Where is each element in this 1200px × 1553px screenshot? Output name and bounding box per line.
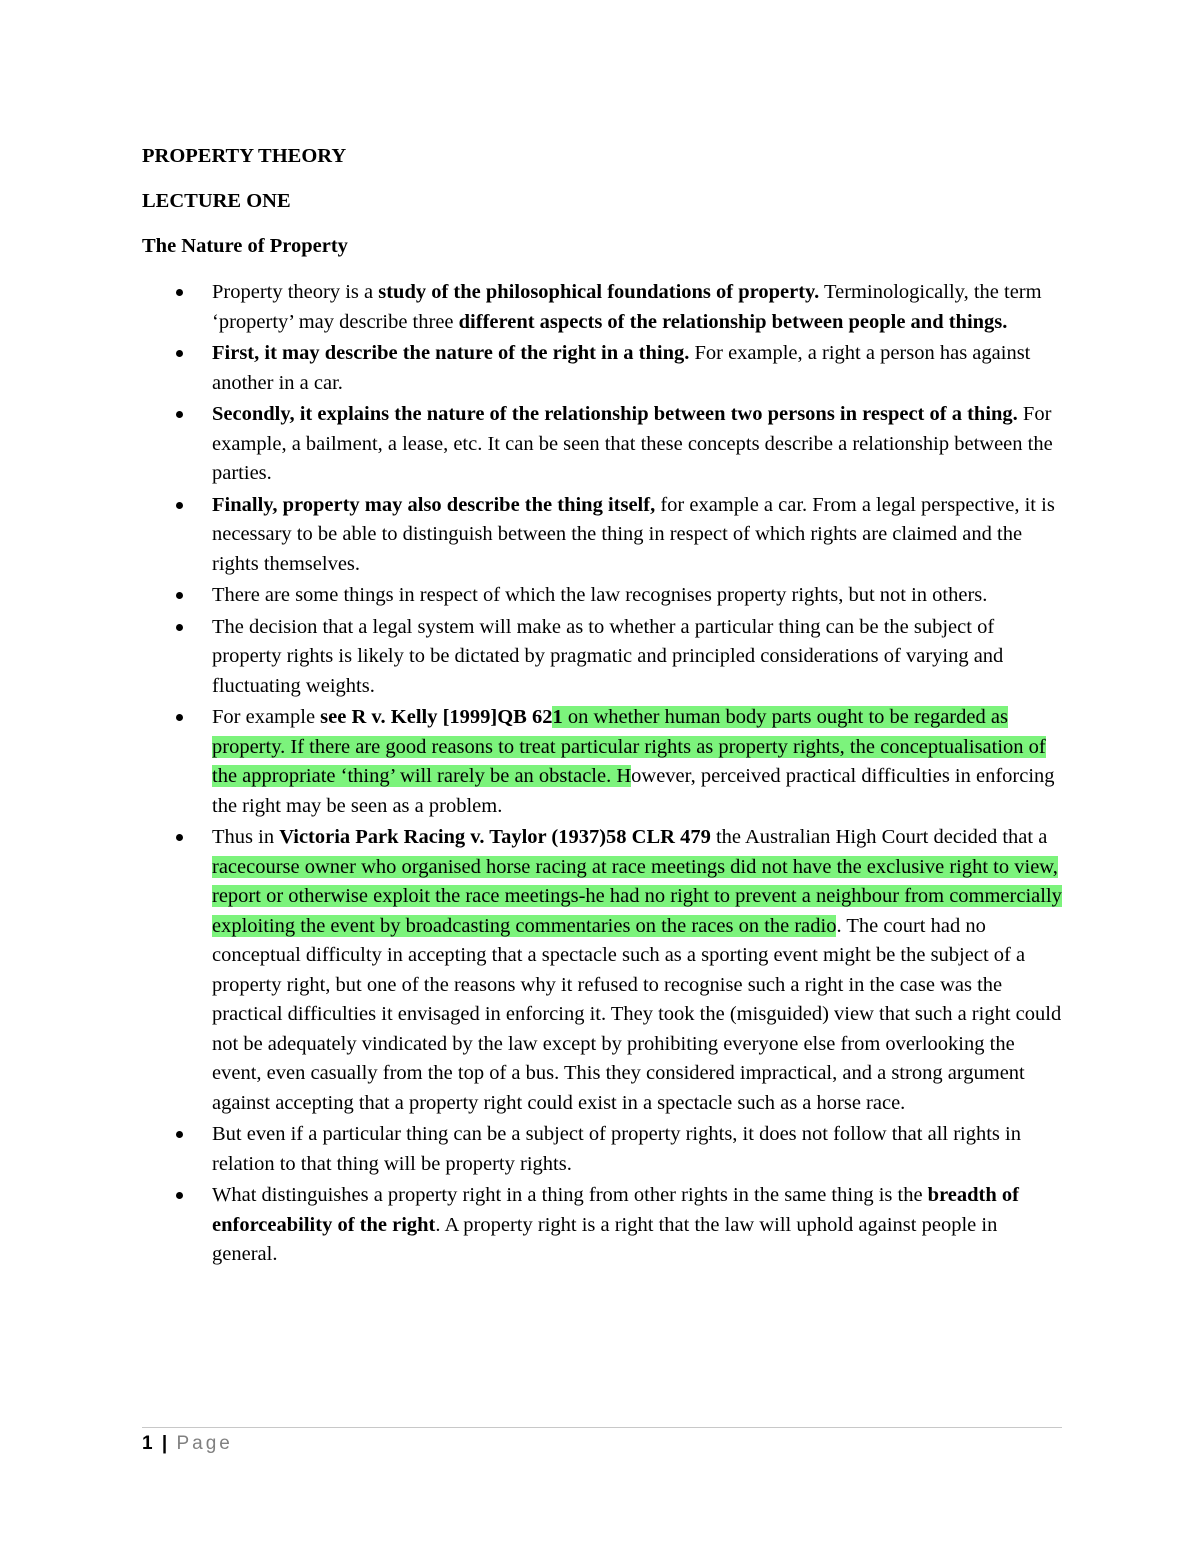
bold-text: see R v. Kelly [1999]QB 62 xyxy=(320,706,553,728)
body-text: For example, a bailment, a lease, etc. It can be seen that these concepts describe a relationship between the parties. xyxy=(212,403,1053,484)
bold-text: different aspects of the relationship between people and things. xyxy=(458,310,1008,333)
bullet-icon xyxy=(176,289,183,296)
body-text: Property theory is a xyxy=(212,281,379,303)
page-label: Page xyxy=(176,1433,233,1454)
body-text: There are some things in respect of which the law recognises property rights, but not in others. xyxy=(212,584,988,606)
highlighted-text: 1 xyxy=(552,706,563,728)
list-item xyxy=(142,491,1062,580)
list-item xyxy=(142,823,1062,1118)
list-item xyxy=(142,581,1062,611)
list-item xyxy=(142,1120,1062,1179)
bullet-icon xyxy=(176,624,183,631)
list-item xyxy=(142,339,1062,398)
body-text: What distinguishes a property right in a thing from other rights in the same thing is the xyxy=(212,1184,928,1206)
body-text: For example xyxy=(212,706,321,728)
footer-divider xyxy=(142,1427,1062,1428)
body-text: for example a car. From a legal perspective, it is necessary to be able to distinguish between the thing in respect of which rights are claimed and the rights themselves. xyxy=(212,493,1055,575)
bold-text: breadth of enforceability of the right xyxy=(212,1184,1019,1236)
section-heading: The Nature of Property xyxy=(142,235,348,257)
page-footer xyxy=(142,1432,233,1456)
list-item xyxy=(142,703,1062,821)
body-text: . The court had no conceptual difficulty in accepting that a spectacle such as a sporting event might be the subject of a property right, but one of the reasons why it refused to recognise such a right in the case was the practical difficulties it envisaged in enforcing it. They took the (misguided) view that such a right could not be adequately vindicated by the law except by prohibiting everyone else from overlooking the event, even casually from the top of a bus. This they considered impractical, and a strong argument against accepting that a property right could exist in a spectacle such as a horse race. xyxy=(212,914,1062,1114)
document-title: PROPERTY THEORY xyxy=(142,145,347,167)
bold-text: Finally, property may also describe the thing itself, xyxy=(212,493,656,516)
bold-text: study of the philosophical foundations of property. xyxy=(378,281,820,303)
lecture-heading: LECTURE ONE xyxy=(142,190,291,212)
bullet-icon xyxy=(176,350,183,357)
body-text: Terminologically, the term ‘property’ may describe three xyxy=(212,281,1042,333)
body-text: the Australian High Court decided that a xyxy=(710,826,1048,848)
list-item xyxy=(142,278,1062,337)
list-item xyxy=(142,1181,1062,1270)
bullet-list xyxy=(142,278,1062,1272)
body-text: For example, a right a person has against another in a car. xyxy=(212,342,1031,394)
body-text: The decision that a legal system will make as to whether a particular thing can be the subject of property rights is likely to be dictated by pragmatic and principled considerations of varying and fluctuating weights. xyxy=(212,615,1004,697)
bullet-icon xyxy=(176,1131,183,1138)
bullet-icon xyxy=(176,714,183,721)
bullet-icon xyxy=(176,411,183,418)
highlighted-text: on whether human body parts ought to be regarded as property. If there are good reasons to treat particular rights as property rights, the conceptualisation of the appropriate ‘thing’ will rarely be an obstacle. H xyxy=(212,706,1046,787)
bold-text: First, it may describe the nature of the right in a thing. xyxy=(212,342,690,364)
list-item xyxy=(142,400,1062,489)
body-text: . A property right is a right that the law will uphold against people in general. xyxy=(212,1213,998,1265)
bullet-icon xyxy=(176,592,183,599)
bold-text: Secondly, it explains the nature of the relationship between two persons in respect of a thing. xyxy=(212,403,1018,425)
bold-text: Victoria Park Racing v. Taylor (1937)58 CLR 479 xyxy=(279,826,711,848)
bullet-icon xyxy=(176,834,183,841)
body-text: But even if a particular thing can be a subject of property rights, it does not follow that all rights in relation to that thing will be property rights. xyxy=(212,1123,1021,1175)
list-item xyxy=(142,613,1062,702)
footer-separator: | xyxy=(161,1433,168,1454)
body-text: owever, perceived practical difficulties in enforcing the right may be seen as a problem. xyxy=(212,765,1055,817)
bullet-icon xyxy=(176,502,183,509)
body-text: Thus in xyxy=(212,826,280,848)
page-number: 1 xyxy=(142,1433,153,1454)
bullet-icon xyxy=(176,1192,183,1199)
highlighted-text: racecourse owner who organised horse racing at race meetings did not have the exclusive right to view, report or otherwise exploit the race meetings-he had no right to prevent a neighbour from commercially exploiting the event by broadcasting commentaries on the races on the radio xyxy=(212,855,1062,937)
